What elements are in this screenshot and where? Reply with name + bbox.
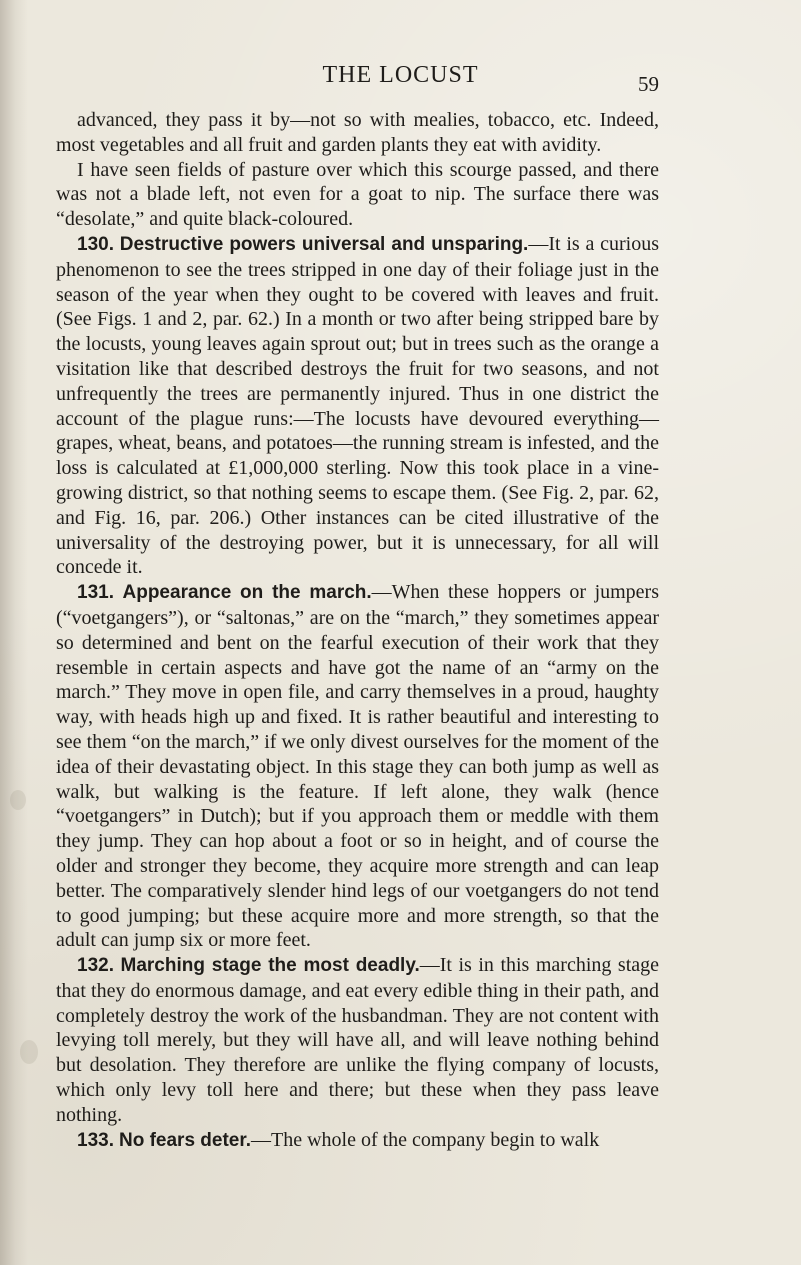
- page-gutter-shadow: [0, 0, 28, 1265]
- paragraph: [56, 108, 659, 158]
- page-number: 59: [638, 72, 659, 96]
- section-number: 130.: [77, 233, 114, 255]
- section-heading: No fears deter.: [118, 1129, 251, 1151]
- section-number: 131.: [77, 582, 114, 604]
- paragraph-text: advanced, they pass it by—not so with mealies, tobacco, etc. Indeed, most vegetables and all fruit and garden plants they eat with avidity.: [56, 109, 659, 156]
- paper-stain: [10, 790, 26, 810]
- paragraph-text: I have seen fields of pasture over which this scourge passed, and there was not a blade left, not even for a goat to nip. The surface there was “desolate,” and quite black-coloured.: [56, 158, 659, 231]
- section-heading: Destructive powers universal and unsparing.: [119, 233, 529, 255]
- paragraph-text: —When these hoppers or jumpers (“voetgangers”), or “saltonas,” are on the “march,” they sometimes appear so determined and bent on the fearful execution of their work that they resemble in certain aspects and have got the name of an “army on the march.” They move in open file, and carry themselves in a proud, haughty way, with heads high up and fixed. It is rather beautiful and interesting to see them “on the march,” if we only divest ourselves for the moment of the idea of their devastating object. In this stage they can both jump as well as walk, but walking is the feature. If left alone, they walk (hence “voetgangers” in Dutch); but if you approach them or meddle with them they jump. They can hop about a foot or so in height, and of course the older and stronger they become, they acquire more strength and can leap better. The comparatively slender hind legs of our voetgangers do not tend to good jumping; but these acquire more and more strength, so that the adult can jump six or more feet.: [56, 581, 659, 952]
- paragraph-text: —It is in this marching stage that they do enormous damage, and eat every edible thing in their path, and completely destroy the work of the husbandman. They are not content with levying toll merely, but they will have all, and will leave nothing behind but desolation. They therefore are unlike the flying company of locusts, which only levy toll here and there; but these when they pass leave nothing.: [56, 954, 660, 1126]
- paper-stain: [20, 1040, 38, 1064]
- section-paragraph-132: [56, 953, 659, 1128]
- section-paragraph-130: [56, 232, 659, 580]
- paragraph-text: —It is a curious phenomenon to see the trees stripped in one day of their foliage just in the season of the year when they ought to be covered with leaves and fruit. (See Figs. 1 and 2, par. 62.) In a month or two after being stripped bare by the locusts, young leaves again sprout out; but in trees such as the orange a visitation like that described destroys the fruit for two seasons, and not unfrequently the trees are permanently injured. Thus in one district the account of the plague runs:—The locusts have devoured everything—grapes, wheat, beans, and potatoes—the running stream is infested, and the loss is calculated at £1,000,000 sterling. Now this took place in a vine-growing district, so that nothing seems to escape them. (See Fig. 2, par. 62, and Fig. 16, par. 206.) Other instances can be cited illustrative of the universality of the destroying power, but it is unnecessary, for all will concede it.: [56, 232, 659, 579]
- paragraph-text: —The whole of the company begin to walk: [250, 1128, 600, 1151]
- section-paragraph-131: [56, 580, 659, 953]
- section-paragraph-133: [56, 1128, 659, 1154]
- body-text: [56, 108, 659, 1153]
- running-header: [0, 62, 801, 96]
- running-title: THE LOCUST: [322, 62, 479, 88]
- section-number: 132.: [77, 955, 114, 977]
- paragraph: [56, 158, 659, 232]
- section-number: 133.: [77, 1129, 114, 1151]
- section-heading: Appearance on the march.: [122, 582, 372, 604]
- section-heading: Marching stage the most deadly.: [120, 955, 420, 977]
